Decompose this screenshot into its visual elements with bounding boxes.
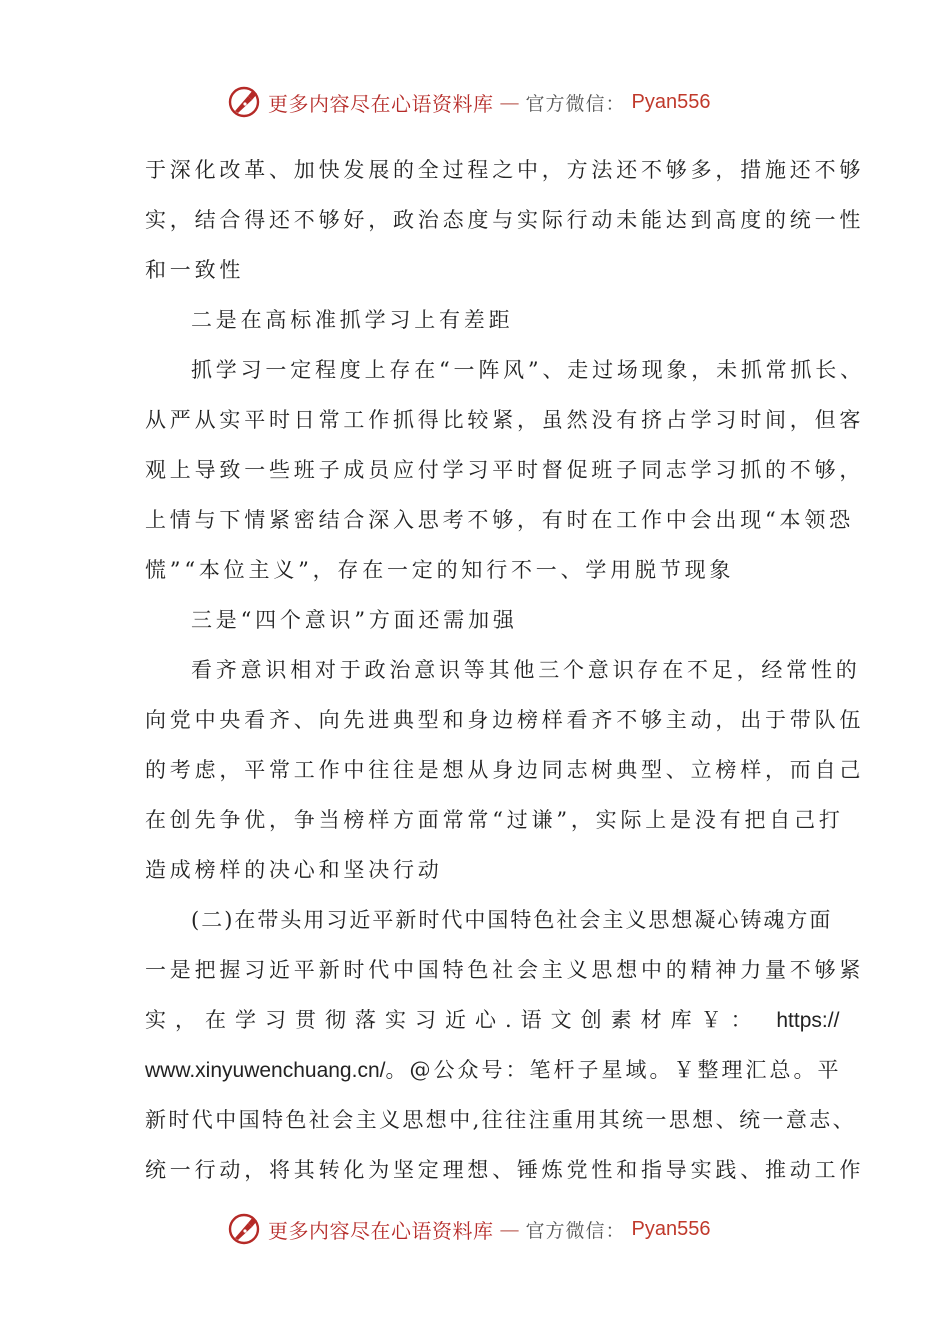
footer-official-label: 官方微信： bbox=[525, 1219, 626, 1242]
paragraph-line: 上情与下情紧密结合深入思考不够，有时在工作中会出现“本领恐 bbox=[145, 508, 854, 532]
paragraph-line: 统一行动，将其转化为坚定理想、锤炼党性和指导实践、推动工作 bbox=[145, 1158, 865, 1182]
paragraph-line bbox=[145, 1048, 842, 1098]
paragraph-line: 的考虑，平常工作中往往是想从身边同志树典型、立榜样，而自己 bbox=[145, 758, 865, 782]
section-heading: (二)在带头用习近平新时代中国特色社会主义思想凝心铸魂方面 bbox=[191, 908, 833, 932]
paragraph-line bbox=[145, 998, 840, 1048]
paragraph-text: 。@公众号：笔杆子星域。￥整理汇总。平 bbox=[385, 1058, 842, 1082]
paragraph-line: 在创先争优，争当榜样方面常常“过谦”，实际上是没有把自己打 bbox=[145, 808, 844, 832]
pen-nib-logo-icon bbox=[226, 1211, 262, 1247]
paragraph-text: 实，在学习贯彻落实习近心.语文创素材库￥： bbox=[145, 1008, 761, 1032]
paragraph-line: 从严从实平时日常工作抓得比较紧，虽然没有挤占学习时间，但客 bbox=[145, 408, 865, 432]
source-url-link[interactable]: www.xinyuwenchuang.cn/ bbox=[145, 1059, 386, 1082]
header-banner bbox=[226, 82, 710, 122]
header-dash: — bbox=[499, 90, 520, 114]
header-wechat-id: Pyan556 bbox=[631, 90, 711, 113]
paragraph-line: 抓学习一定程度上存在“一阵风”、走过场现象，未抓常抓长、 bbox=[191, 358, 865, 382]
header-brand-text: 更多内容尽在心语资料库 bbox=[268, 91, 494, 116]
paragraph-line: 新时代中国特色社会主义思想中,往往注重用其统一思想、统一意志、 bbox=[145, 1108, 857, 1132]
source-url-part[interactable]: https:// bbox=[776, 1009, 840, 1032]
paragraph-line: 向党中央看齐、向先进典型和身边榜样看齐不够主动，出于带队伍 bbox=[145, 708, 865, 732]
body-text bbox=[145, 148, 865, 1198]
footer-wechat-id: Pyan556 bbox=[631, 1217, 711, 1240]
paragraph-line: 和一致性 bbox=[145, 258, 245, 282]
paragraph-line: 看齐意识相对于政治意识等其他三个意识存在不足，经常性的 bbox=[191, 658, 861, 682]
paragraph-line: 造成榜样的决心和坚决行动 bbox=[145, 858, 443, 882]
section-heading: 三是“四个意识”方面还需加强 bbox=[191, 608, 518, 632]
paragraph-line: 一是把握习近平新时代中国特色社会主义思想中的精神力量不够紧 bbox=[145, 958, 865, 982]
footer-banner bbox=[226, 1209, 710, 1249]
paragraph-line: 实，结合得还不够好，政治态度与实际行动未能达到高度的统一性 bbox=[145, 208, 865, 232]
header-official-label: 官方微信： bbox=[525, 92, 626, 115]
paragraph-line: 观上导致一些班子成员应付学习平时督促班子同志学习抓的不够， bbox=[145, 458, 865, 482]
section-heading: 二是在高标准抓学习上有差距 bbox=[191, 308, 514, 332]
footer-brand-text: 更多内容尽在心语资料库 bbox=[268, 1218, 494, 1243]
paragraph-line: 慌”“本位主义”，存在一定的知行不一、学用脱节现象 bbox=[145, 558, 735, 582]
footer-dash: — bbox=[499, 1217, 520, 1241]
pen-nib-logo-icon bbox=[226, 84, 262, 120]
paragraph-line: 于深化改革、加快发展的全过程之中，方法还不够多，措施还不够 bbox=[145, 158, 865, 182]
